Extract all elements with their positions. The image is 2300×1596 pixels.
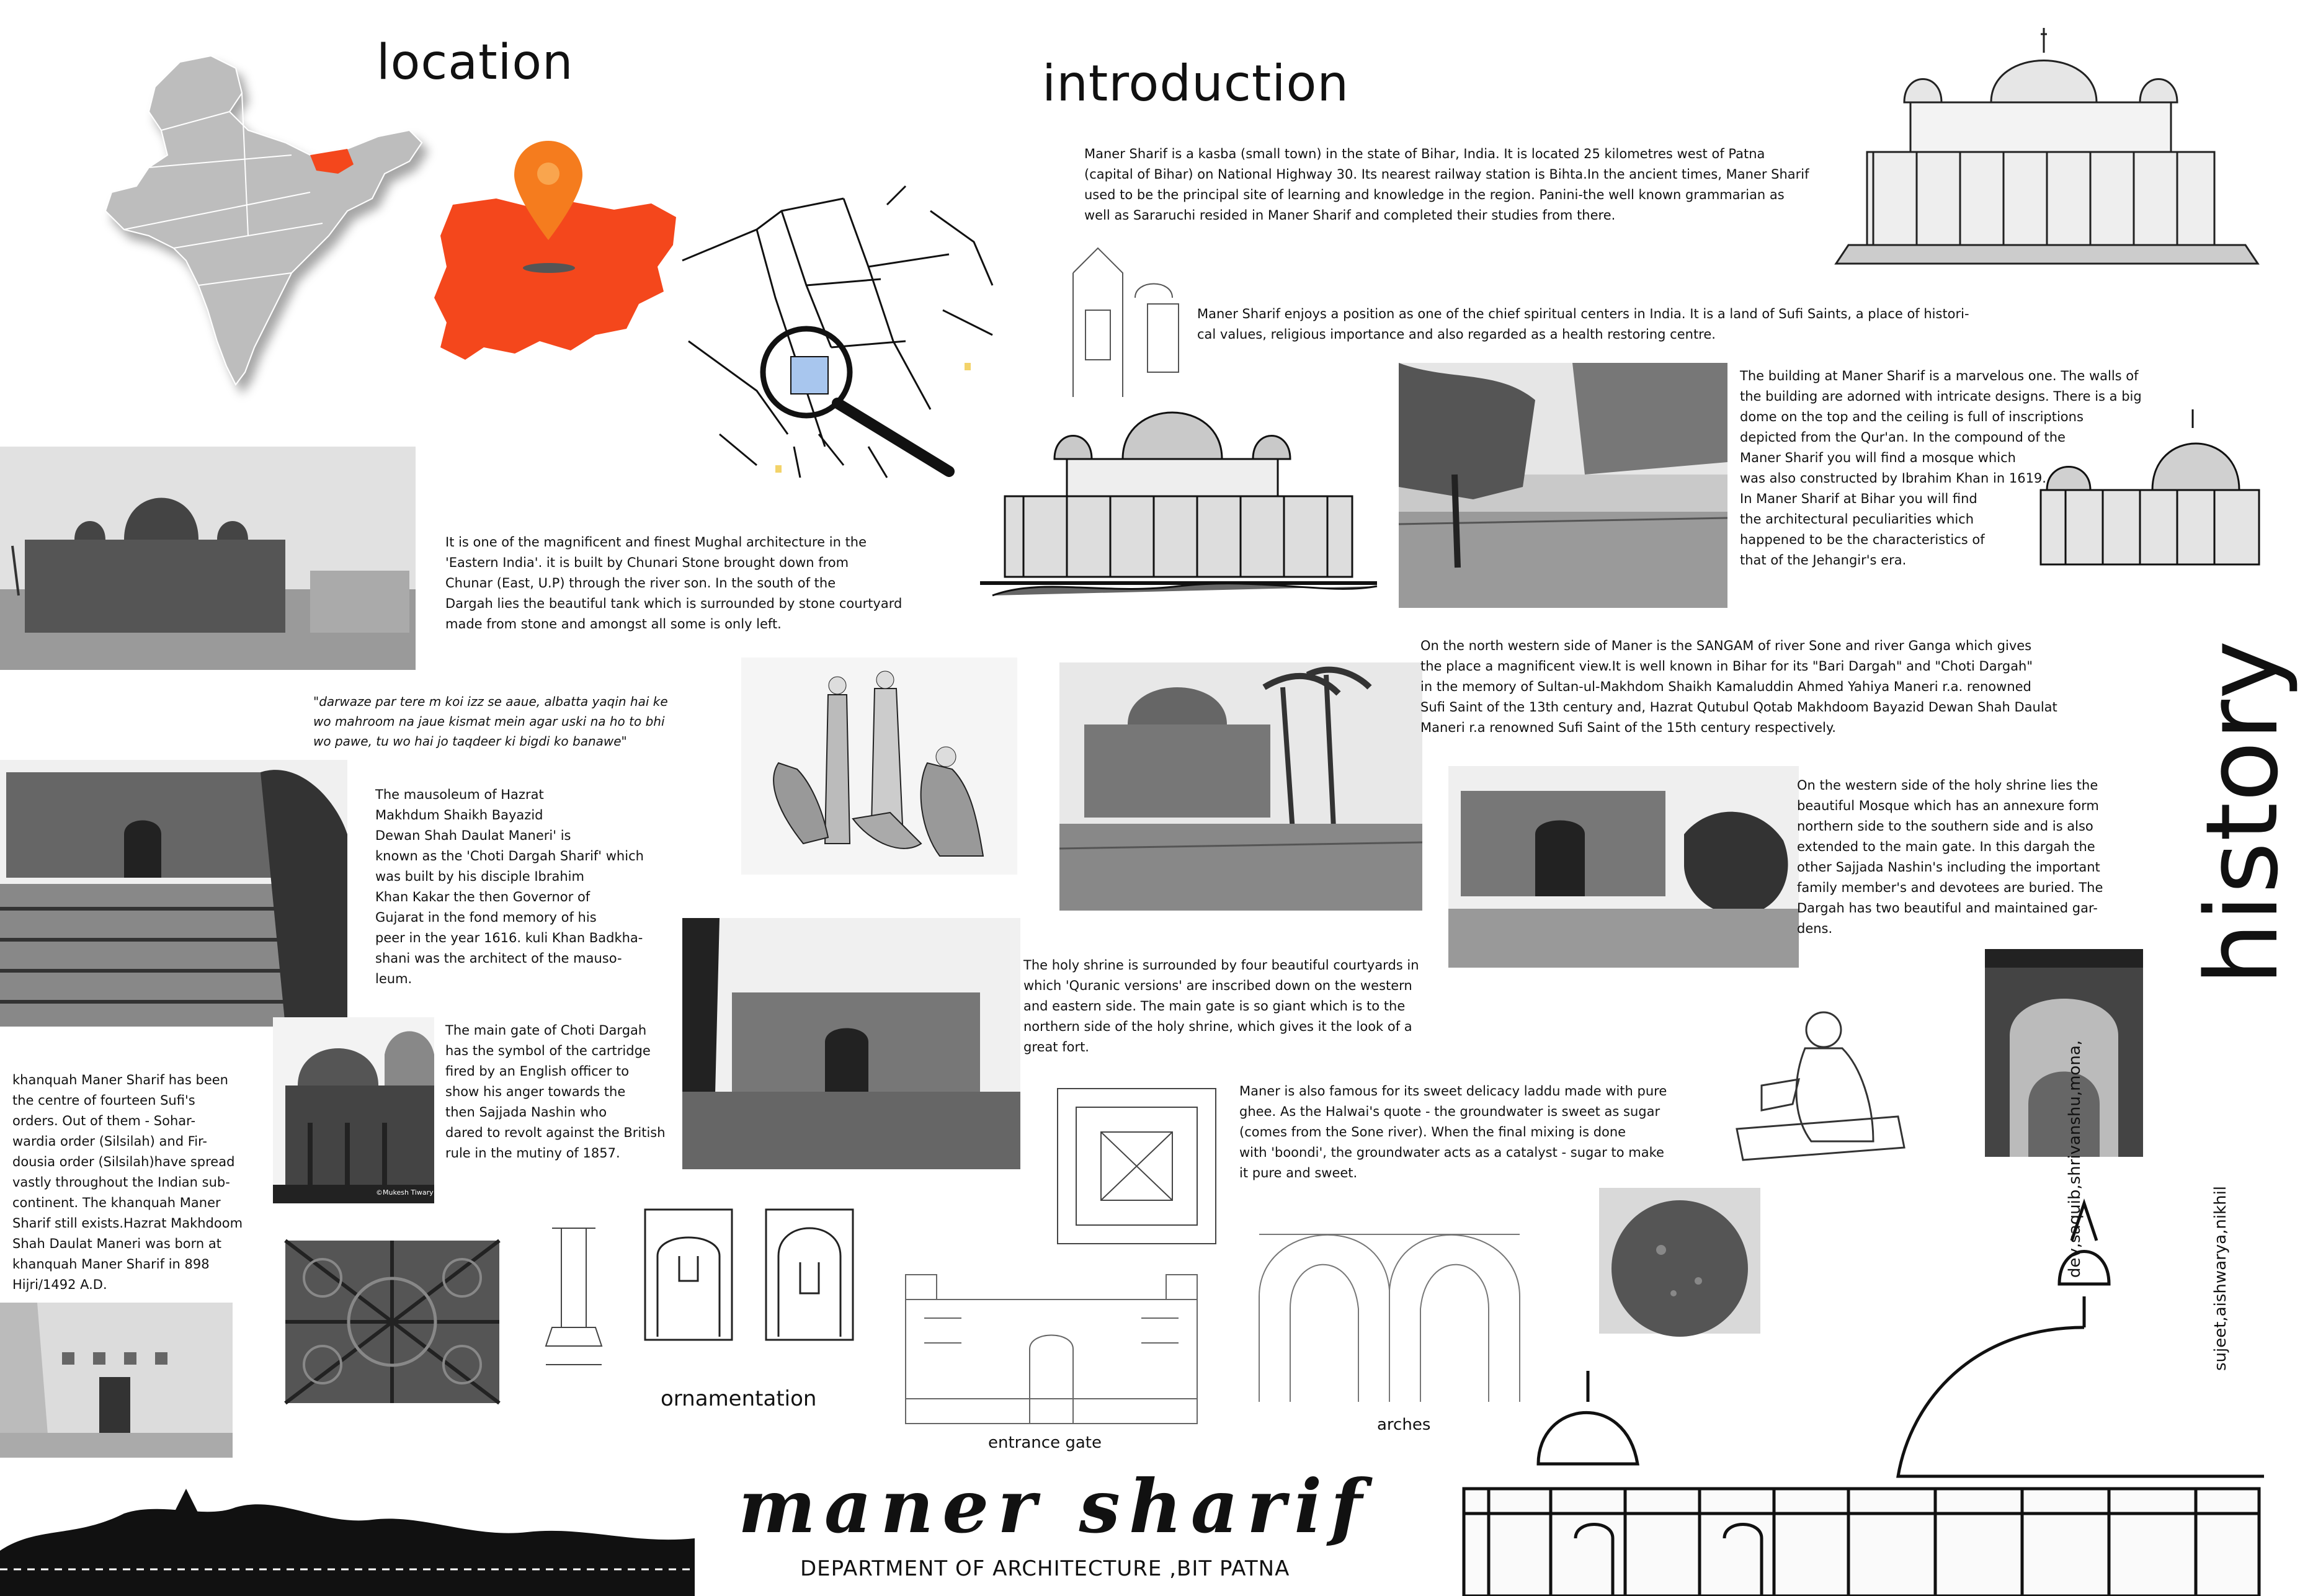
pond-painting	[1059, 662, 1422, 911]
man-reading-sketch	[1724, 992, 1910, 1166]
quote-text: "darwaze par tere m koi izz se aaue, albatta yaqin hai ke wo mahroom na jaue kismat mein agar uski na ho to bhi wo pawe, tu wo hai jo taqdeer ki bigdi ko banawe"	[313, 694, 668, 749]
dome-sketch-bottom-right	[1464, 1166, 2259, 1596]
location-pin-icon	[511, 138, 586, 243]
sangam-paragraph: On the north western side of Maner is the SANGAM of river Sone and river Ganga which gives the place a magnificent view.It is well known in Bihar for its "Bari Dargah" and "Choti Dargah" in the memory of Sultan-ul-Makhdom Shaikh Kamaluddin Ahmed Yahiya Maneri r.a. renowned Sufi Saint of the 13th century and, Hazrat Qutubul Qotab Makhdoom Bayazid Dewan Shah Daulat Maneri r.a renowned Sufi Saint of the 15th century respectively.	[1420, 638, 2057, 735]
courtyards-paragraph: The holy shrine is surrounded by four beautiful courtyards in which 'Quranic versions' are inscribed down on the western and eastern side. The main gate is so giant which is to the northern side of the holy shrine, which gives it the look of a great fort.	[1023, 958, 1419, 1054]
laddu-paragraph: Maner is also famous for its sweet delicacy laddu made with pure ghee. As the Halwai's quote - the groundwater is sweet as sugar (comes from the Sone river). When the final mixing is done with 'boondi', the groundwater acts as a catalyst - sugar to make it pure and sweet.	[1239, 1084, 1667, 1180]
mosque-sketch-right	[2028, 397, 2259, 571]
intro-paragraph-1: Maner Sharif is a kasba (small town) in the state of Bihar, India. It is located 25 kilometres west of Patna (capital of Bihar) on National Highway 30. Its nearest railway station is Bihta.In the ancient times, Maner Sharif used to be the principal site of learning and knowledge in the region. Panini-the well known grammarian as well as Sararuchi resided in Maner Sharif and completed their studies from there.	[1084, 146, 1809, 223]
mosque-paragraph: On the western side of the holy shrine lies the beautiful Mosque which has an annexure form northern side to the southern side and is also extended to the main gate. In this dargah the other Sajjada Nashin's including the important family member's and devotees are buried. The Dargah has two beautiful and maintained gar- dens.	[1797, 778, 2103, 936]
praying-men-sketch	[741, 658, 1017, 875]
dome-photo	[273, 1017, 434, 1203]
mausoleum-paragraph: The mausoleum of Hazrat Makhdum Shaikh Bayazid Dewan Shah Daulat Maneri' is known as the 'Choti Dargah Sharif' which was built by his disciple Ibrahim Khan Kakar the then Governor of Gujarat in the fond memory of his peer in the year 1616. kuli Khan Badkha- shani was the architect of the mauso- leum.	[375, 787, 644, 986]
landscape-silhouette	[0, 1476, 695, 1596]
street-map	[682, 186, 1005, 484]
ornamentation-caption: ornamentation	[661, 1386, 817, 1411]
niche-sketch-1	[642, 1206, 735, 1343]
mausoleum-photo	[0, 760, 347, 1027]
column-sketch	[540, 1228, 608, 1377]
khanquah-paragraph: khanquah Maner Sharif has been the centre of fourteen Sufi's orders. Out of them - Sohar- wardia order (Silsilah) and Fir- dousia order (Silsilah)have spread vastly throughout the Indian sub- continent. The khanquah Maner Sharif still exists.Hazrat Makhdoom Shah Daulat Maneri was born at khanquah Maner Sharif in 898 Hijri/1492 A.D.	[12, 1072, 243, 1292]
page-title: maner sharif	[738, 1463, 1371, 1549]
main-gate-photo	[682, 918, 1020, 1169]
niche-sketch-2	[763, 1206, 856, 1343]
interior-arch-photo	[1985, 949, 2143, 1157]
credits-line-1: dev,saquib,shrivanshu,mona,	[2066, 1040, 2084, 1278]
mughal-tomb-painting	[0, 447, 416, 670]
tank-photo	[1399, 363, 1727, 608]
mosque-sketch-center	[980, 372, 1377, 595]
carved-panel-photo	[285, 1241, 499, 1403]
building-paragraph: The building at Maner Sharif is a marvelous one. The walls of the building are adorned with intricate designs. There is a big dome on the top and the ceiling is full of inscriptions depicted from the Qur'an. In the compound of the Maner Sharif you will find a mosque which was also constructed by Ibrahim Khan in 1619. In Maner Sharif at Bihar you will find the architectural peculiarities which happened to be the characteristics of that of the Jehangir's era.	[1740, 368, 2142, 568]
entrance-gate-caption: entrance gate	[988, 1433, 1102, 1452]
entrance-gate-sketch	[899, 1262, 1203, 1427]
mosque-photo	[1448, 766, 1799, 968]
location-heading: location	[377, 35, 574, 91]
introduction-heading: introduction	[1042, 55, 1350, 112]
plan-sketch	[1054, 1086, 1219, 1247]
mughal-paragraph: It is one of the magnificent and finest Mughal architecture in the 'Eastern India'. it is built by Chunari Stone brought down from Chunar (East, U.P) through the river son. In the south of the Dargah lies the beautiful tank which is surrounded by stone courtyard made from stone and amongst all some is only left.	[445, 535, 903, 631]
tomb-sketch-top-right	[1836, 9, 2258, 267]
intro-paragraph-2: Maner Sharif enjoys a position as one of the chief spiritual centers in India. It is a land of Sufi Saints, a place of histori- cal values, religious importance and also regarded as a health restoring centre.	[1197, 306, 1969, 342]
india-map	[87, 50, 434, 397]
arches-caption: arches	[1377, 1415, 1431, 1434]
main-gate-paragraph: The main gate of Choti Dargah has the symbol of the cartridge fired by an English officer to show his anger towards the then Sajjada Nashin who dared to revolt against the British rule in the mutiny of 1857.	[445, 1023, 666, 1161]
interior-room-photo	[0, 1303, 233, 1458]
department-subtitle: DEPARTMENT OF ARCHITECTURE ,BIT PATNA	[800, 1556, 1290, 1581]
photo-credit: ©Mukesh Tiwary	[376, 1188, 434, 1197]
credits-line-2: sujeet,aishwarya,nikhil	[2211, 1185, 2230, 1371]
history-heading: history	[2184, 640, 2300, 986]
